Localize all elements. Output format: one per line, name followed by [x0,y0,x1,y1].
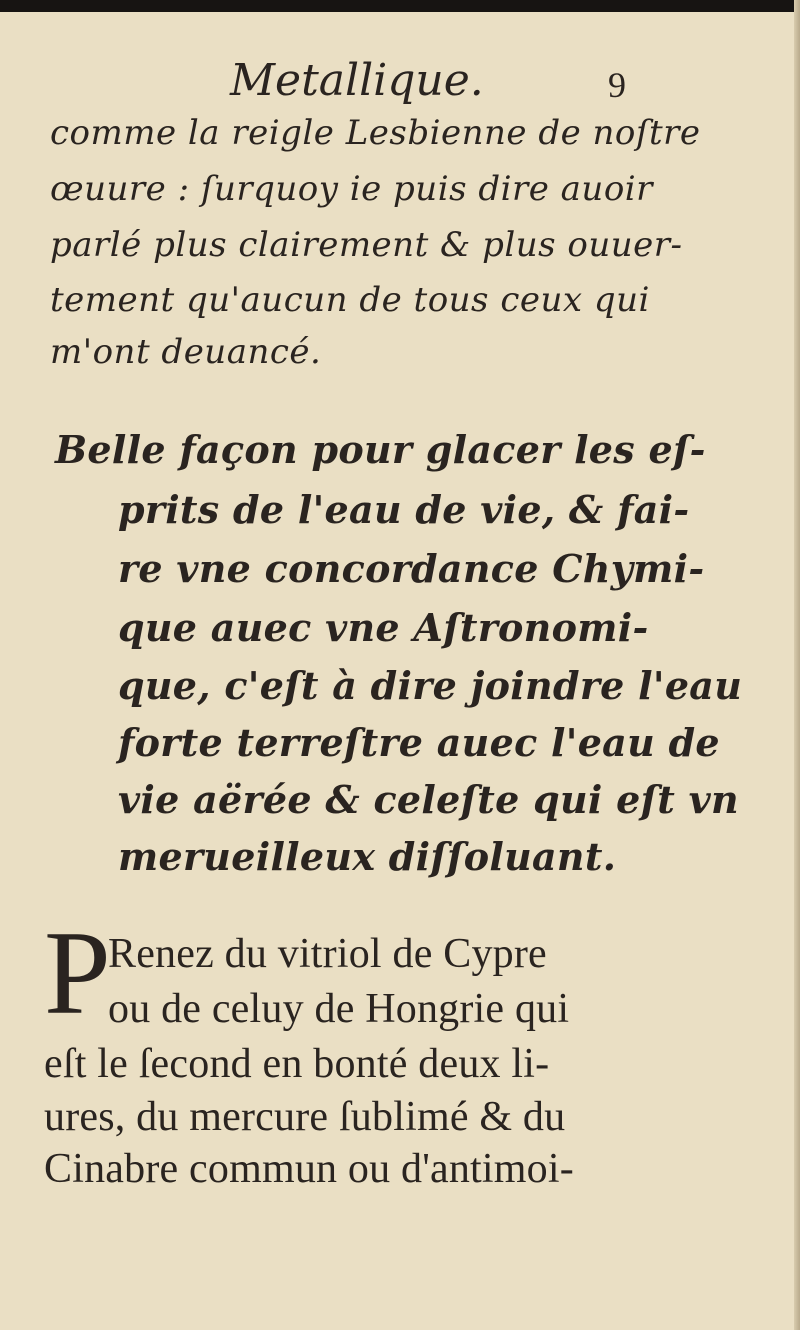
section-heading-line: vie aërée & celeſte qui eſt vn [118,777,739,822]
section-heading-line: prits de l'eau de vie, & fai- [118,487,690,532]
paragraph2-line: Cinabre commun ou d'antimoi- [44,1146,574,1192]
paragraph2-line: ou de celuy de Hongrie qui [108,986,570,1032]
section-heading-line: re vne concordance Chymi- [118,546,705,591]
scan-top-border [0,0,800,12]
paragraph1-line: m'ont deuancé. [50,332,322,372]
paragraph2-line: eſt le ſecond en bonté deux li- [44,1041,550,1087]
running-title: Metallique. [230,55,484,106]
paragraph1-line: parlé plus clairement & plus ouuer- [50,225,683,265]
paragraph1-line: œuure : ſurquoy ie puis dire auoir [50,169,653,209]
paragraph2-line: ures, du mercure ſublimé & du [44,1094,566,1140]
paragraph2-line: Renez du vitriol de Cypre [108,931,547,977]
page-edge [794,0,800,1330]
section-heading-line: forte terreſtre auec l'eau de [118,720,720,765]
drop-capital: P [44,906,111,1039]
section-heading-line: que, c'eſt à dire joindre l'eau [118,663,743,708]
page-number: 9 [608,65,626,105]
section-heading-line: merueilleux diſſoluant. [118,834,617,879]
section-heading-line: que auec vne Aſtronomi- [118,605,649,650]
section-heading-line: Belle façon pour glacer les eſ- [55,427,706,472]
paragraph1-line: tement qu'aucun de tous ceux qui [50,280,650,320]
paragraph1-line: comme la reigle Lesbienne de noſtre [50,113,701,153]
